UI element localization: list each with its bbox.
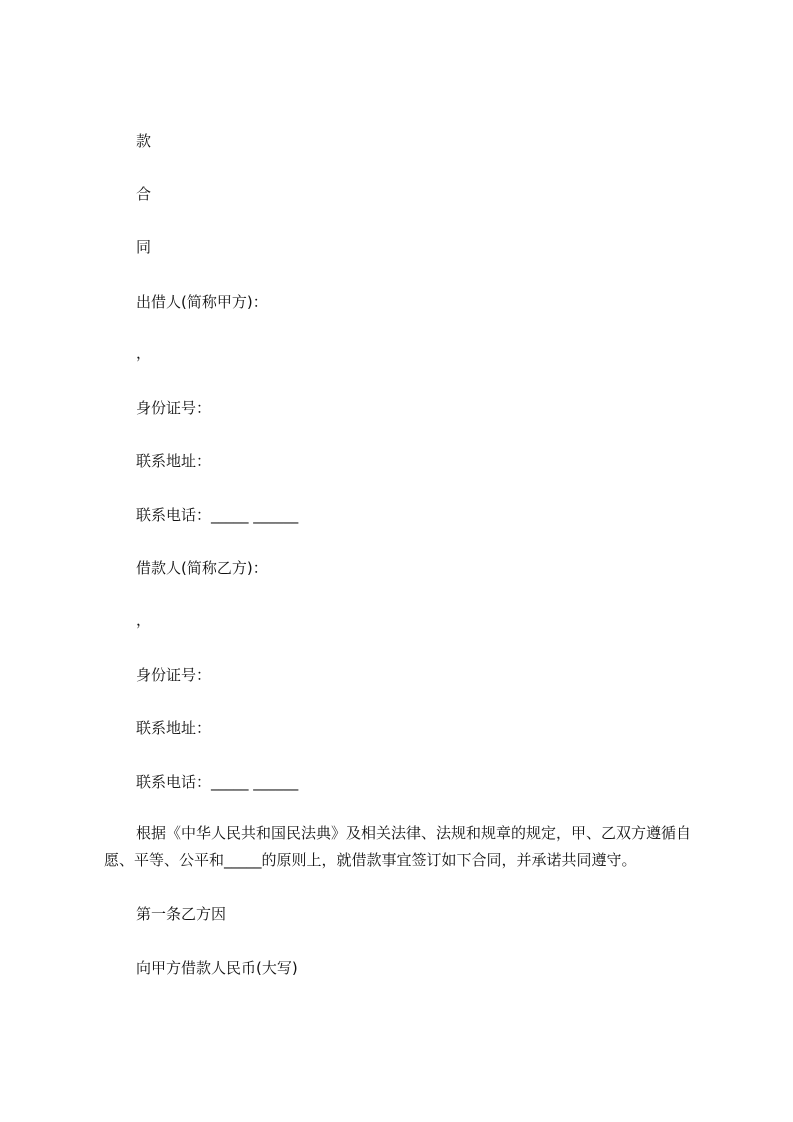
title-char-2: 合 (136, 185, 152, 203)
article-1-heading: 第一条乙方因 (136, 905, 227, 923)
lender-id-label: 身份证号： (136, 399, 212, 417)
lender-comma: ， (136, 344, 152, 362)
borrower-address-label: 联系地址： (136, 719, 212, 737)
borrower-id-label: 身份证号： (136, 666, 212, 684)
borrower-label: 借款人(简称乙方)： (136, 559, 268, 577)
preamble-paragraph: 根据《中华人民共和国民法典》及相关法律、法规和规章的规定，甲、乙双方遵循自愿、平等、公平和_____的原则上，就借款事宜签订如下合同，并承诺共同遵守。 (104, 824, 692, 869)
title-char-3: 同 (136, 238, 152, 256)
title-char-1: 款 (136, 132, 152, 150)
borrower-comma: ， (136, 611, 152, 629)
article-1-loan-amount: 向甲方借款人民币(大写) (136, 959, 298, 977)
borrower-phone-label: 联系电话：_____ ______ (136, 773, 299, 791)
lender-phone-label: 联系电话：_____ ______ (136, 506, 299, 524)
lender-label: 出借人(简称甲方)： (136, 293, 268, 311)
lender-address-label: 联系地址： (136, 452, 212, 470)
